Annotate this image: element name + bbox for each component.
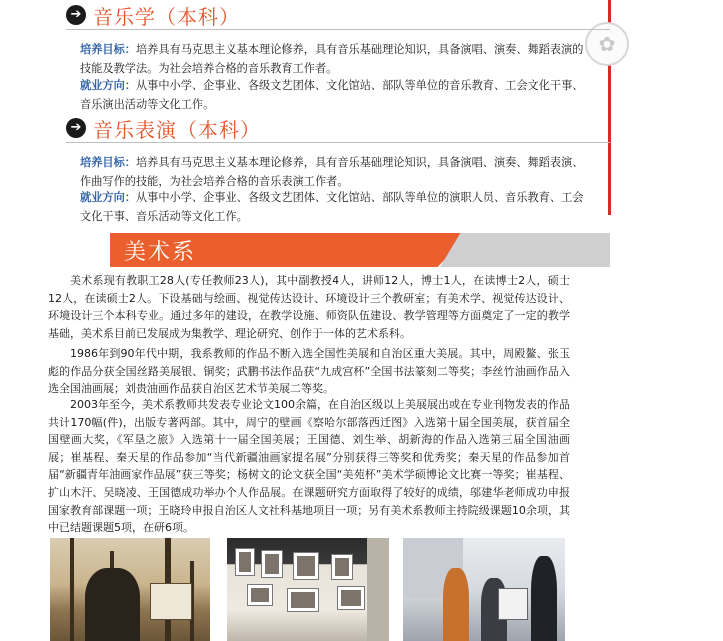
goal-label: 培养目标： [80,43,136,56]
goal-text: 培养具有马克思主义基本理论修养，具有音乐基础理论知识，具备演唱、演奏、舞蹈表演的技能及教学法。为社会培养合格的音乐教育工作者。 [80,43,584,75]
department-paragraph: 1986年到90年代中期，我系教师的作品不断入选全国性美展和自治区重大美展。其中，周殿鳌、张玉彪的作品分获全国丝路美展银、铜奖；武鹏书法作品获“九成宫杯”全国书法篆刻二等奖；李丝竹油画作品入选全国油画展；刘贵油画作品获自治区艺术节美展二等奖。 [48,347,570,396]
arrow-right-icon: ➔ [66,5,86,25]
career-label: 就业方向： [80,79,136,92]
career-text: 从事中小学、企事业、各级文艺团体、文化馆站、部队等单位的音乐教育、工会文化干事、音乐演出活动等文化工作。 [80,79,584,111]
goal-text: 培养具有马克思主义基本理论修养，具有音乐基础理论知识，具备演唱、演奏、舞蹈表演、作曲写作的技能，为社会培养合格的音乐表演工作者。 [80,156,584,188]
major-heading-performance [66,115,261,141]
divider [66,142,610,143]
goal-label: 培养目标： [80,156,136,169]
training-goal [80,153,590,191]
career-direction [80,76,590,114]
department-paragraph: 2003年至今，美术系教师共发表专业论文100余篇，在自治区级以上美展展出或在专业刊物发表的作品共计170幅(件)，出版专著两部。其中，周宁的壁画《察哈尔部落西迁图》入选第十届全国美展，获首届全国壁画大奖，《军垦之旅》入选第十一届全国美展；王国德、刘生举、胡新海的作品入选第三届全国油画展；崔基程、秦天星的作品参加“当代新疆油画家提名展”分别获得三等奖和优秀奖；秦天星的作品参加首届“新疆青年油画家作品展”获三等奖；杨树文的论文获全国“美苑杯”美术学硕博论文比赛一等奖；崔基程、扩山木汗、吴晓凌、王国德成功举办个人作品展。在课题研究方面取得了较好的成绩，邬建华老师成功申报国家教育部课题一项；王晓玲申报自治区人文社科基地项目一项；另有美术系教师主持院级课题10余项，其中已结题课题5项，在研6项。 [48,398,570,535]
banner-gray-block [440,233,610,267]
career-text: 从事中小学、企事业、各级文艺团体、文化馆站、部队等单位的演职人员、音乐教育、工会文化干事、音乐活动等文化工作。 [80,191,584,223]
major-title: 音乐表演（本科） [93,117,261,142]
photo-outdoor-painting [50,538,210,641]
logo-seal-icon: ✿ [585,22,629,66]
photo-exhibition-hall [227,538,389,641]
side-rail [607,0,723,641]
major-title: 音乐学（本科） [93,4,240,29]
department-title: 美术系 [124,240,197,265]
arrow-right-icon: ➔ [66,118,86,138]
career-label: 就业方向： [80,191,136,204]
department-banner [110,233,610,267]
divider [66,29,610,30]
major-heading-musicology [66,2,240,28]
photo-studio-class [403,538,565,641]
career-direction [80,188,590,226]
training-goal [80,40,590,78]
department-paragraph: 美术系现有教职工28人(专任教师23人)，其中副教授4人，讲师12人，博士1人，在读博士2人，硕士12人，在读硕士2人。下设基础与绘画、视觉传达设计、环境设计三个教研室；有美术学、视觉传达设计、环境设计三个本科专业。通过多年的建设，在教学设施、师资队伍建设、教学管理等方面奠定了一定的教学基础，美术系目前已发展成为集教学、理论研究、创作于一体的艺术系科。 [48,274,570,340]
